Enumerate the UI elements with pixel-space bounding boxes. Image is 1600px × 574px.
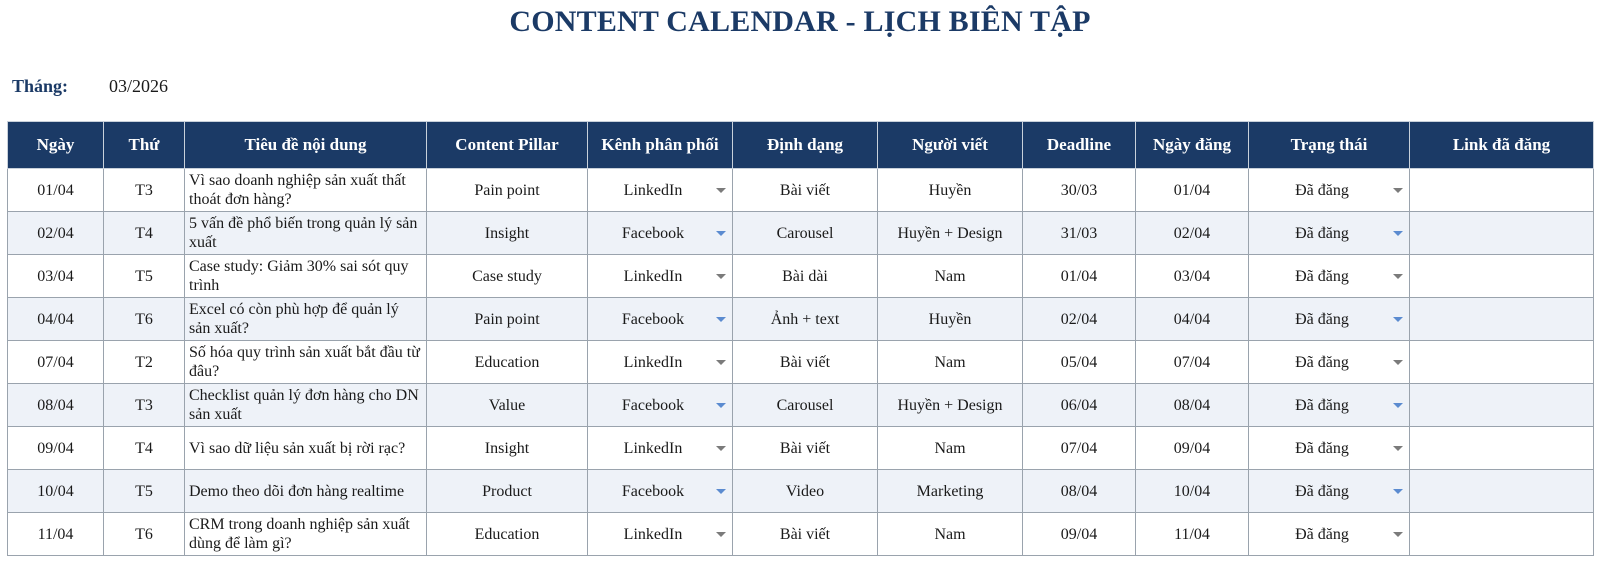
dropdown-caret-icon[interactable] [1393, 403, 1403, 408]
dropdown-caret-icon[interactable] [716, 403, 726, 408]
channel-value: LinkedIn [623, 181, 683, 199]
cell-writer[interactable]: Nam [878, 341, 1023, 384]
cell-pillar[interactable]: Insight [427, 427, 588, 470]
cell-format[interactable]: Bài viết [733, 513, 878, 556]
cell-weekday[interactable]: T3 [104, 169, 185, 212]
cell-weekday[interactable]: T4 [104, 212, 185, 255]
table-row [8, 341, 1594, 384]
cell-writer[interactable]: Huyền + Design [878, 212, 1023, 255]
channel-dropdown[interactable] [592, 396, 728, 415]
channel-dropdown[interactable] [592, 482, 728, 501]
cell-title[interactable]: CRM trong doanh nghiệp sản xuất dùng để làm gì? [185, 513, 427, 556]
status-dropdown[interactable] [1253, 525, 1405, 544]
column-header-channel[interactable]: Kênh phân phối [588, 122, 733, 169]
status-dropdown[interactable] [1253, 310, 1405, 329]
cell-link[interactable] [1410, 255, 1594, 298]
cell-channel[interactable] [588, 513, 733, 556]
cell-channel[interactable] [588, 384, 733, 427]
cell-title[interactable]: Vì sao doanh nghiệp sản xuất thất thoát đơn hàng? [185, 169, 427, 212]
cell-format[interactable]: Bài viết [733, 169, 878, 212]
status-dropdown[interactable] [1253, 224, 1405, 243]
cell-deadline[interactable]: 07/04 [1023, 427, 1136, 470]
cell-status[interactable] [1249, 212, 1410, 255]
cell-link[interactable] [1410, 298, 1594, 341]
page-title: CONTENT CALENDAR - LỊCH BIÊN TẬP [509, 5, 1091, 38]
cell-pillar[interactable]: Case study [427, 255, 588, 298]
cell-date[interactable]: 02/04 [8, 212, 104, 255]
status-value: Đã đăng [1295, 267, 1349, 285]
column-header-date[interactable]: Ngày [8, 122, 104, 169]
cell-status[interactable] [1249, 255, 1410, 298]
channel-value: LinkedIn [623, 267, 683, 285]
channel-dropdown[interactable] [592, 181, 728, 200]
cell-writer[interactable]: Nam [878, 513, 1023, 556]
column-header-publish-date[interactable]: Ngày đăng [1136, 122, 1249, 169]
channel-value: Facebook [621, 396, 685, 414]
table-row [8, 169, 1594, 212]
status-dropdown[interactable] [1253, 482, 1405, 501]
channel-dropdown[interactable] [592, 525, 728, 544]
status-value: Đã đăng [1295, 353, 1349, 371]
cell-title[interactable]: Checklist quản lý đơn hàng cho DN sản xuất [185, 384, 427, 427]
cell-date[interactable]: 01/04 [8, 169, 104, 212]
status-value: Đã đăng [1295, 310, 1349, 328]
cell-format[interactable]: Carousel [733, 212, 878, 255]
dropdown-caret-icon[interactable] [716, 532, 726, 537]
cell-status[interactable] [1249, 341, 1410, 384]
cell-publish-date[interactable]: 04/04 [1136, 298, 1249, 341]
cell-format[interactable]: Video [733, 470, 878, 513]
status-dropdown[interactable] [1253, 396, 1405, 415]
cell-writer[interactable]: Nam [878, 427, 1023, 470]
table-row [8, 513, 1594, 556]
cell-date[interactable]: 10/04 [8, 470, 104, 513]
dropdown-caret-icon[interactable] [716, 231, 726, 236]
status-dropdown[interactable] [1253, 439, 1405, 458]
table-row [8, 255, 1594, 298]
cell-format[interactable]: Bài viết [733, 341, 878, 384]
channel-value: LinkedIn [623, 439, 683, 457]
cell-publish-date[interactable]: 08/04 [1136, 384, 1249, 427]
dropdown-caret-icon[interactable] [1393, 317, 1403, 322]
cell-writer[interactable]: Huyền + Design [878, 384, 1023, 427]
table-row [8, 470, 1594, 513]
cell-link[interactable] [1410, 169, 1594, 212]
cell-channel[interactable] [588, 212, 733, 255]
status-value: Đã đăng [1295, 224, 1349, 242]
cell-status[interactable] [1249, 470, 1410, 513]
column-header-format[interactable]: Định dạng [733, 122, 878, 169]
cell-format[interactable]: Carousel [733, 384, 878, 427]
cell-publish-date[interactable]: 09/04 [1136, 427, 1249, 470]
cell-link[interactable] [1410, 384, 1594, 427]
dropdown-caret-icon[interactable] [1393, 489, 1403, 494]
cell-date[interactable]: 03/04 [8, 255, 104, 298]
dropdown-caret-icon[interactable] [1393, 188, 1403, 193]
dropdown-caret-icon[interactable] [716, 446, 726, 451]
cell-title[interactable]: Excel có còn phù hợp để quản lý sản xuất? [185, 298, 427, 341]
cell-date[interactable]: 09/04 [8, 427, 104, 470]
cell-deadline[interactable]: 02/04 [1023, 298, 1136, 341]
cell-pillar[interactable]: Pain point [427, 169, 588, 212]
dropdown-caret-icon[interactable] [716, 274, 726, 279]
cell-publish-date[interactable]: 02/04 [1136, 212, 1249, 255]
cell-format[interactable]: Bài viết [733, 427, 878, 470]
cell-pillar[interactable]: Education [427, 513, 588, 556]
cell-weekday[interactable]: T6 [104, 298, 185, 341]
channel-value: Facebook [621, 310, 685, 328]
cell-weekday[interactable]: T6 [104, 513, 185, 556]
channel-value: Facebook [621, 482, 685, 500]
status-dropdown[interactable] [1253, 181, 1405, 200]
table-row [8, 427, 1594, 470]
cell-writer[interactable]: Nam [878, 255, 1023, 298]
cell-deadline[interactable]: 05/04 [1023, 341, 1136, 384]
month-value[interactable]: 03/2026 [109, 76, 169, 96]
cell-title[interactable]: Vì sao dữ liệu sản xuất bị rời rạc? [185, 427, 427, 470]
cell-link[interactable] [1410, 341, 1594, 384]
cell-deadline[interactable]: 06/04 [1023, 384, 1136, 427]
dropdown-caret-icon[interactable] [1393, 446, 1403, 451]
cell-date[interactable]: 04/04 [8, 298, 104, 341]
cell-pillar[interactable]: Pain point [427, 298, 588, 341]
cell-weekday[interactable]: T5 [104, 255, 185, 298]
cell-writer[interactable]: Huyền [878, 169, 1023, 212]
cell-status[interactable] [1249, 384, 1410, 427]
channel-dropdown[interactable] [592, 224, 728, 243]
cell-deadline[interactable]: 30/03 [1023, 169, 1136, 212]
status-dropdown[interactable] [1253, 353, 1405, 372]
dropdown-caret-icon[interactable] [1393, 360, 1403, 365]
cell-publish-date[interactable]: 11/04 [1136, 513, 1249, 556]
cell-deadline[interactable]: 09/04 [1023, 513, 1136, 556]
cell-weekday[interactable]: T2 [104, 341, 185, 384]
dropdown-caret-icon[interactable] [1393, 532, 1403, 537]
cell-channel[interactable] [588, 427, 733, 470]
cell-pillar[interactable]: Product [427, 470, 588, 513]
cell-title[interactable]: Case study: Giảm 30% sai sót quy trình [185, 255, 427, 298]
content-calendar-table [7, 121, 1594, 556]
cell-pillar[interactable]: Value [427, 384, 588, 427]
cell-weekday[interactable]: T5 [104, 470, 185, 513]
table-row [8, 212, 1594, 255]
cell-channel[interactable] [588, 298, 733, 341]
status-value: Đã đăng [1295, 396, 1349, 414]
cell-channel[interactable] [588, 169, 733, 212]
column-header-writer[interactable]: Người viết [878, 122, 1023, 169]
status-value: Đã đăng [1295, 525, 1349, 543]
month-label: Tháng: [12, 76, 69, 96]
channel-value: LinkedIn [623, 353, 683, 371]
cell-date[interactable]: 07/04 [8, 341, 104, 384]
cell-publish-date[interactable]: 03/04 [1136, 255, 1249, 298]
cell-link[interactable] [1410, 427, 1594, 470]
dropdown-caret-icon[interactable] [716, 317, 726, 322]
status-value: Đã đăng [1295, 181, 1349, 199]
status-value: Đã đăng [1295, 482, 1349, 500]
column-header-title[interactable]: Tiêu đề nội dung [185, 122, 427, 169]
cell-date[interactable]: 08/04 [8, 384, 104, 427]
cell-link[interactable] [1410, 513, 1594, 556]
column-header-link[interactable]: Link đã đăng [1410, 122, 1594, 169]
cell-deadline[interactable]: 01/04 [1023, 255, 1136, 298]
cell-deadline[interactable]: 08/04 [1023, 470, 1136, 513]
cell-title[interactable]: Demo theo dõi đơn hàng realtime [185, 470, 427, 513]
cell-channel[interactable] [588, 255, 733, 298]
cell-format[interactable]: Bài dài [733, 255, 878, 298]
column-header-status[interactable]: Trạng thái [1249, 122, 1410, 169]
cell-deadline[interactable]: 31/03 [1023, 212, 1136, 255]
table-header-row [8, 122, 1594, 169]
column-header-weekday[interactable]: Thứ [104, 122, 185, 169]
status-dropdown[interactable] [1253, 267, 1405, 286]
cell-writer[interactable]: Huyền [878, 298, 1023, 341]
cell-publish-date[interactable]: 10/04 [1136, 470, 1249, 513]
column-header-pillar[interactable]: Content Pillar [427, 122, 588, 169]
table-body [8, 169, 1594, 556]
cell-weekday[interactable]: T4 [104, 427, 185, 470]
table-row [8, 384, 1594, 427]
cell-link[interactable] [1410, 470, 1594, 513]
cell-date[interactable]: 11/04 [8, 513, 104, 556]
channel-dropdown[interactable] [592, 439, 728, 458]
cell-status[interactable] [1249, 427, 1410, 470]
cell-pillar[interactable]: Insight [427, 212, 588, 255]
cell-title[interactable]: Số hóa quy trình sản xuất bắt đầu từ đâu? [185, 341, 427, 384]
status-value: Đã đăng [1295, 439, 1349, 457]
channel-value: Facebook [621, 224, 685, 242]
cell-status[interactable] [1249, 298, 1410, 341]
dropdown-caret-icon[interactable] [716, 489, 726, 494]
cell-status[interactable] [1249, 169, 1410, 212]
channel-dropdown[interactable] [592, 310, 728, 329]
cell-pillar[interactable]: Education [427, 341, 588, 384]
dropdown-caret-icon[interactable] [1393, 274, 1403, 279]
cell-publish-date[interactable]: 07/04 [1136, 341, 1249, 384]
column-header-deadline[interactable]: Deadline [1023, 122, 1136, 169]
cell-weekday[interactable]: T3 [104, 384, 185, 427]
dropdown-caret-icon[interactable] [716, 188, 726, 193]
cell-channel[interactable] [588, 470, 733, 513]
cell-channel[interactable] [588, 341, 733, 384]
cell-writer[interactable]: Marketing [878, 470, 1023, 513]
cell-title[interactable]: 5 vấn đề phổ biến trong quản lý sản xuất [185, 212, 427, 255]
cell-publish-date[interactable]: 01/04 [1136, 169, 1249, 212]
cell-link[interactable] [1410, 212, 1594, 255]
channel-dropdown[interactable] [592, 267, 728, 286]
channel-dropdown[interactable] [592, 353, 728, 372]
cell-format[interactable]: Ảnh + text [733, 298, 878, 341]
dropdown-caret-icon[interactable] [716, 360, 726, 365]
dropdown-caret-icon[interactable] [1393, 231, 1403, 236]
cell-status[interactable] [1249, 513, 1410, 556]
channel-value: LinkedIn [623, 525, 683, 543]
table-row [8, 298, 1594, 341]
